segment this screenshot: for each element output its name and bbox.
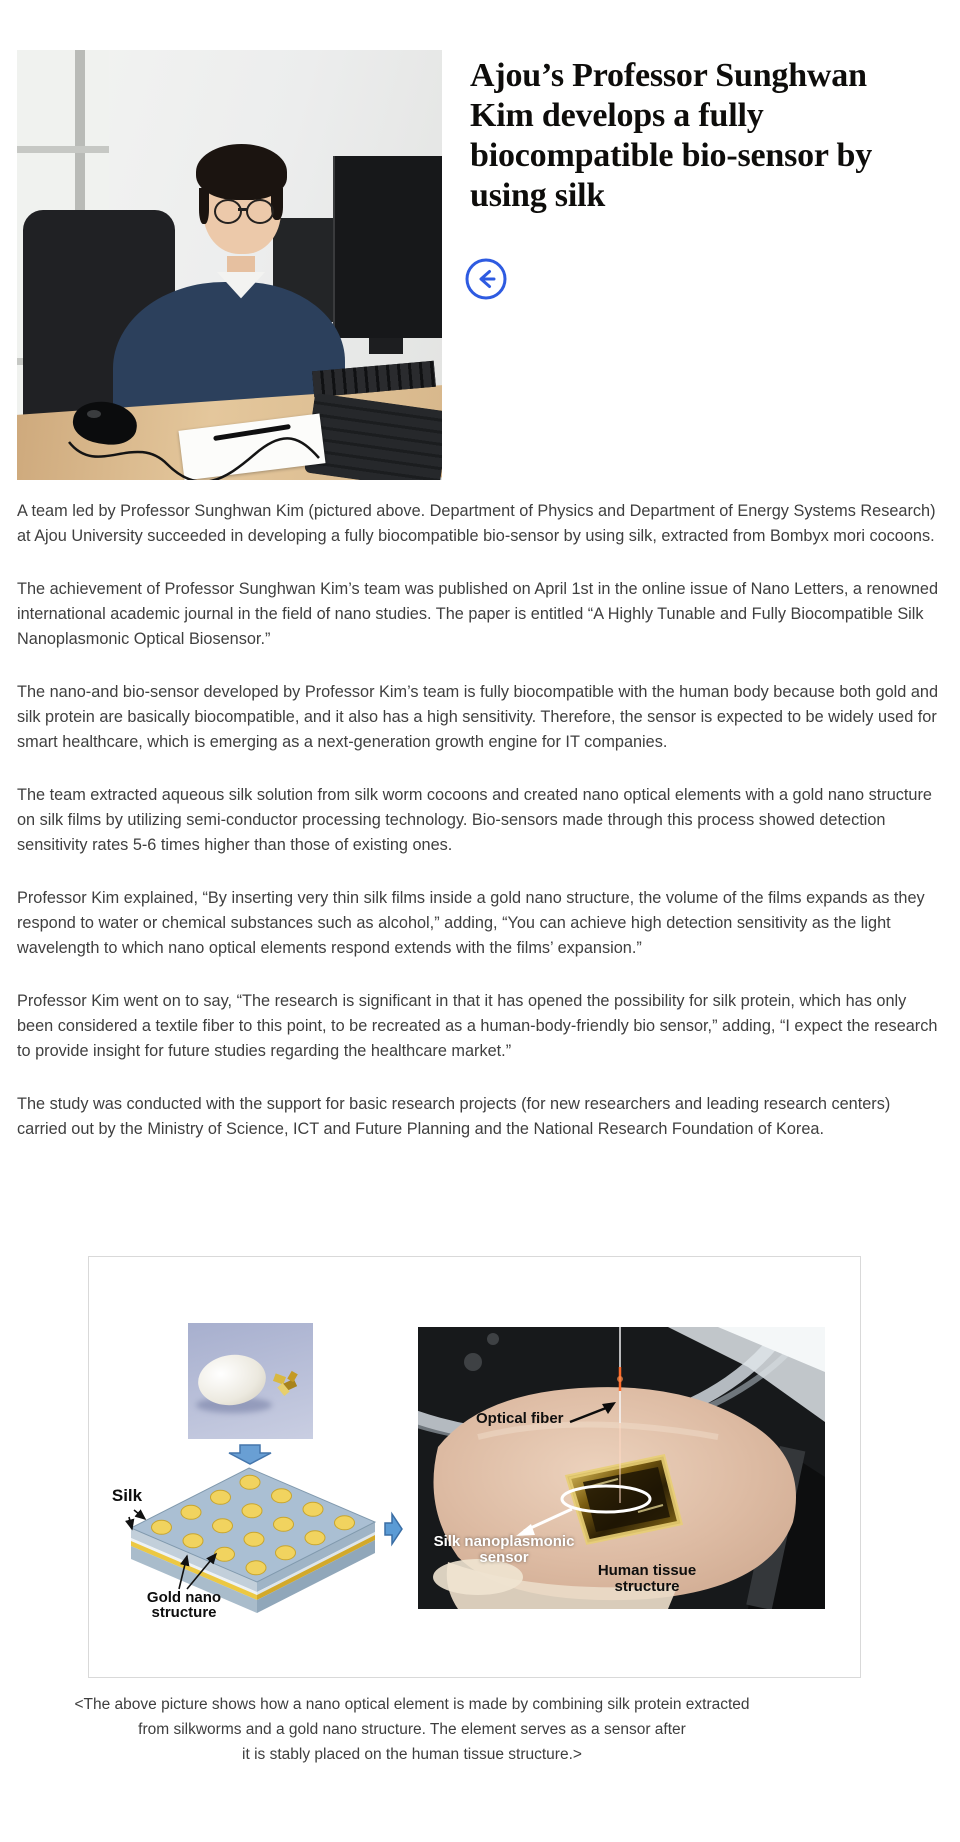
photo-monitor: [333, 156, 442, 338]
photo-person-glasses: [246, 199, 274, 224]
caption-line: from silkworms and a gold nano structure. The element serves as a sensor after: [138, 1721, 686, 1738]
paragraph: Professor Kim went on to say, “The research is significant in that it has opened the possibility for silk protein, which has only been considered a textile fiber to this point, to be recreated as a human-body-friendly bio sensor,” adding, “I expect the research to provide insight for future studies regarding the healthcare market.”: [17, 992, 938, 1060]
label-silk-nanoplasmonic-sensor: Silk nanoplasmonic sensor: [433, 1533, 575, 1566]
page-title: Ajou’s Professor Sunghwan Kim develops a fully biocompatible bio-sensor by using silk: [470, 57, 873, 214]
caption-line: <The above picture shows how a nano optical element is made by combining silk protein extracted: [74, 1696, 750, 1713]
arrow-left-circle-icon: [465, 258, 507, 300]
professor-photo: [17, 50, 442, 480]
label-silk: Silk: [111, 1486, 143, 1505]
photo-window-frame: [17, 146, 109, 153]
photo-mouse-highlight: [87, 410, 101, 418]
photo-person-glasses: [214, 199, 242, 224]
photo-person-hair: [199, 188, 209, 224]
paragraph: A team led by Professor Sunghwan Kim (pictured above. Department of Physics and Department of Energy Systems Research) at Ajou University succeeded in developing a fully biocompatible bio-sensor by using silk, extracted from Bombyx mori cocoons.: [17, 502, 936, 545]
paragraph: The nano-and bio-sensor developed by Professor Kim’s team is fully biocompatible with the human body because both gold and silk protein are basically biocompatible, and it also has a high sensitivity. Therefore, the sensor is expected to be widely used for smart healthcare, which is emerging as a next-generation growth engine for IT companies.: [17, 683, 939, 751]
tissue-photo: [418, 1327, 825, 1609]
photo-mouse-cable: [57, 428, 337, 480]
article-body: [17, 499, 943, 1170]
paragraph: The study was conducted with the support for basic research projects (for new researchers and leading research centers) carried out by the Ministry of Science, ICT and Future Planning and the National Research Foundation of Korea.: [17, 1095, 891, 1138]
down-arrow-icon: [229, 1445, 271, 1464]
figure-caption: [17, 1692, 807, 1767]
research-figure: [88, 1256, 861, 1678]
photo-person-glasses: [238, 208, 247, 211]
label-gold-nano: Gold nano structure: [146, 1589, 222, 1621]
paragraph: The team extracted aqueous silk solution from silk worm cocoons and created nano optical elements with a gold nano structure on silk films by utilizing semi-conductor processing technology. Bio-sensors made through this process showed detection sensitivity rates 5-6 times higher than those of existing ones.: [17, 786, 932, 854]
photo-monitor-stand: [369, 338, 403, 354]
right-arrow-icon: [385, 1514, 402, 1544]
back-button[interactable]: [465, 258, 507, 300]
label-human-tissue-structure: Human tissue structure: [597, 1562, 697, 1595]
label-optical-fiber: Optical fiber: [476, 1410, 564, 1427]
paragraph: The achievement of Professor Sunghwan Kim’s team was published on April 1st in the online issue of Nano Letters, a renowned international academic journal in the field of nano studies. The paper is entitled “A Highly Tunable and Fully Biocompatible Silk Nanoplasmonic Optical Biosensor.”: [17, 580, 939, 648]
caption-line: it is stably placed on the human tissue structure.>: [242, 1746, 582, 1763]
paragraph: Professor Kim explained, “By inserting very thin silk films inside a gold nano structure, the volume of the films expands as they respond to water or chemical substances such as alcohol,” adding, “You can achieve high detection sensitivity as the light wavelength to which nano optical elements respond extends with the films’ expansion.”: [17, 889, 925, 957]
